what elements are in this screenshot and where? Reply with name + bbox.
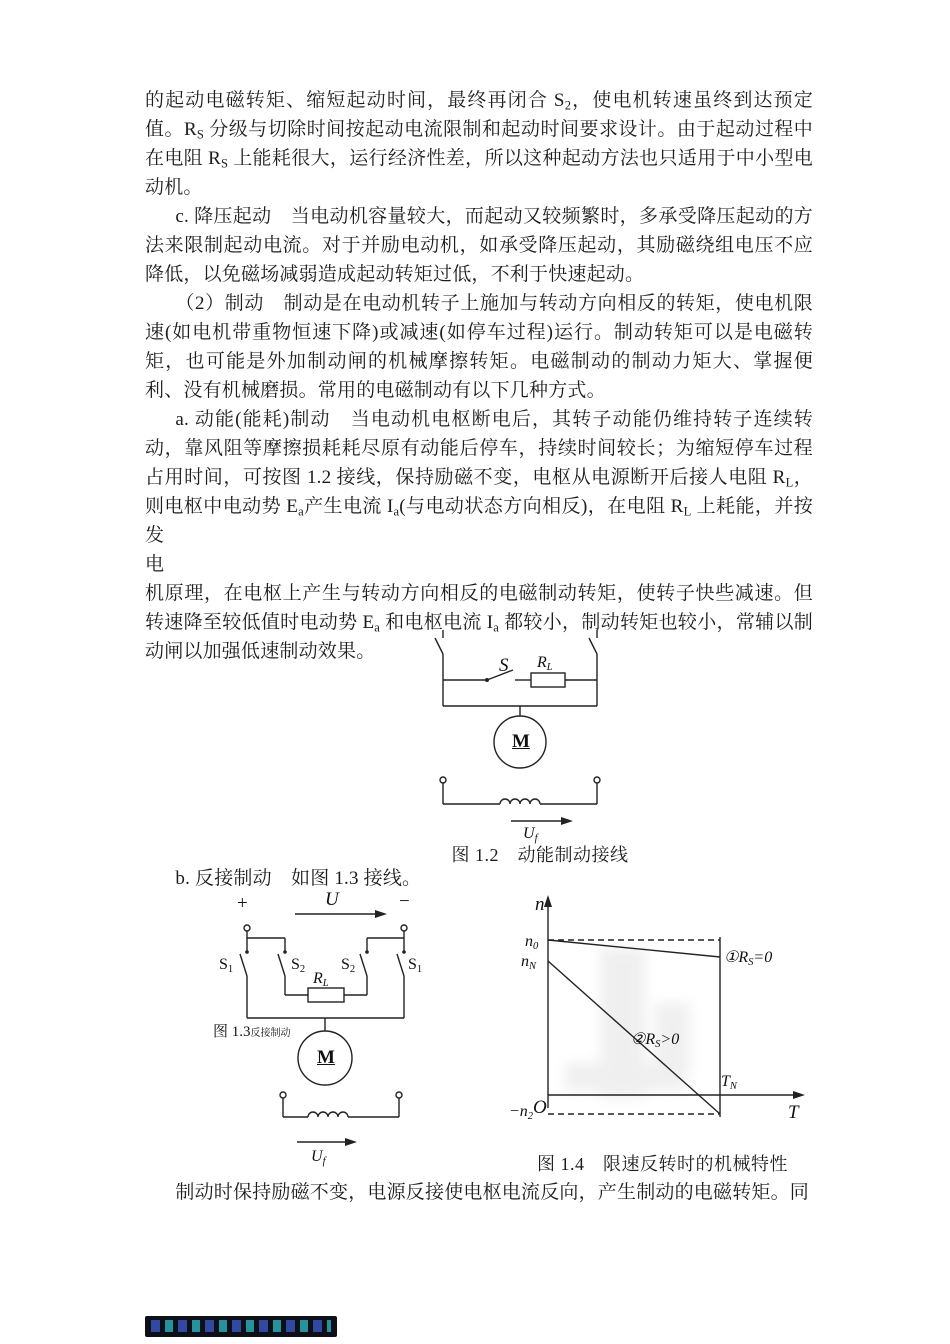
tN-label: $T_N$ xyxy=(721,1073,737,1092)
n-axis-arrowhead xyxy=(544,895,552,907)
resistor-rl-label: $R_L$ xyxy=(537,654,553,673)
scan-smudges xyxy=(565,948,690,1098)
figure-1-3-caption xyxy=(213,1024,291,1041)
field-coil xyxy=(500,799,540,804)
switch-s2-left-label: $S_2$ xyxy=(291,956,306,975)
paragraph-c-step-down-starting: c. 降压起动 当电动机容量较大，而起动又较频繁时，多承受降压起动的方法来限制起动电流。对于并励电动机，如承受降压起动，其励磁绕组电压不应降低，以免磁场减弱造成起动转矩过低，不利于快速起动。 xyxy=(145,206,813,285)
paragraph-b-plugging: b. 反接制动 如图 1.3 接线。 xyxy=(175,868,422,889)
footer-watermark-glyphs xyxy=(151,1320,331,1332)
figure-1-4 xyxy=(505,893,820,1148)
motor-m-label: M xyxy=(317,1047,335,1068)
u-arrowhead xyxy=(375,910,387,918)
figure-1-3-caption-text: 反接制动 xyxy=(250,1028,291,1039)
line1-rs0-label: $①R_S=0$ xyxy=(724,949,773,968)
field-uf-label: $U_f$ xyxy=(311,1148,326,1167)
mechanical-characteristic-graph xyxy=(505,893,820,1148)
resistor-rl-box xyxy=(531,673,565,687)
motor-m-label: M xyxy=(512,731,530,752)
paragraph-a-continued: 机原理，在电枢上产生与转动方向相反的电磁制动转矩，使转子快些减速。但转速降至较低值时电动势 $E_a$ 和电枢电流 $I_a$ 都较小，制动转矩也较小，常辅以制动闸以加强低速制动效果。 xyxy=(145,583,813,662)
uf-arrowhead xyxy=(561,817,573,825)
paragraph-intro: 的起动电磁转矩、缩短起动时间，最终再闭合 $S_2$，使电机转速虽终到达预定值。$R_S$ 分级与切除时间按起动电流限制和起动时间要求设计。由于起动过程中在电阻 $R_S$ 上能耗很大，运行经济性差，所以这种起动方法也只适用于中小型电动机。 xyxy=(145,90,814,198)
footer-watermark xyxy=(145,1316,337,1337)
figure-1-4-caption: 图 1.4 限速反转时的机械特性 xyxy=(537,1154,788,1174)
figure-1-3-caption-number: 图 1.3 xyxy=(213,1024,251,1040)
paragraph-2-braking: （2）制动 制动是在电动机转子上施加与转动方向相反的转矩，使电机限速(如电机带重物恒速下降)或减速(如停车过程)运行。制动转矩可以是电磁转矩，也可能是外加制动闸的机械摩擦转矩。电磁制动的制动力矩大、掌握便利、没有机械磨损。常用的电磁制动有以下几种方式。 xyxy=(145,293,813,401)
uf-arrowhead xyxy=(345,1138,357,1146)
resistor-rl-box xyxy=(308,988,344,1002)
plus-terminal-label: + xyxy=(237,893,248,914)
figure-1-2-caption: 图 1.2 动能制动接线 xyxy=(451,845,629,865)
figure-1-3 xyxy=(195,890,440,1185)
switch-s-label: S xyxy=(499,655,509,676)
body-text-block xyxy=(145,86,813,666)
switch-s1-left-label: $S_1$ xyxy=(219,956,234,975)
field-uf-label: $U_f$ xyxy=(523,825,538,844)
n0-label: $n_0$ xyxy=(525,933,539,952)
line2-rs-gt0-label: $②R_S>0$ xyxy=(631,1031,680,1050)
t-axis-arrowhead xyxy=(793,1091,805,1099)
switch-s1-right-label: $S_1$ xyxy=(408,956,423,975)
resistor-rl-label: $R_L$ xyxy=(313,970,329,989)
t-axis-label: T xyxy=(788,1102,799,1123)
nN-label: $n_N$ xyxy=(521,953,537,972)
figure-1-2 xyxy=(415,628,665,844)
voltage-u-label: U xyxy=(325,889,339,910)
minus-terminal-label: − xyxy=(399,891,410,912)
paragraph-a-hanging-char: 电 xyxy=(145,554,165,575)
switch-s2-right-label: $S_2$ xyxy=(341,956,356,975)
n-axis-label: n xyxy=(535,894,545,915)
paragraph-a-dynamic-braking: a. 动能(能耗)制动 当电动机电枢断电后，其转子动能仍维持转子连续转动，靠风阻等摩擦损耗耗尽原有动能后停车，持续时间较长；为缩短停车过程占用时间，可按图 1.2 接线，保持励磁不变，电枢从电源断开后接人电阻 $R_L$，则电枢中电动势 $E_a$产生电流 $I_a$(与电动状态方向相反)，在电阻 $R_L$ 上耗能，并按发 xyxy=(145,409,814,546)
field-coil xyxy=(308,1112,348,1117)
origin-label: O xyxy=(533,1097,547,1118)
neg-n2-label: $-n_2$ xyxy=(509,1103,534,1122)
paragraph-end: 制动时保持励磁不变，电源反接使电枢电流反向，产生制动的电磁转矩。同 xyxy=(175,1182,809,1203)
